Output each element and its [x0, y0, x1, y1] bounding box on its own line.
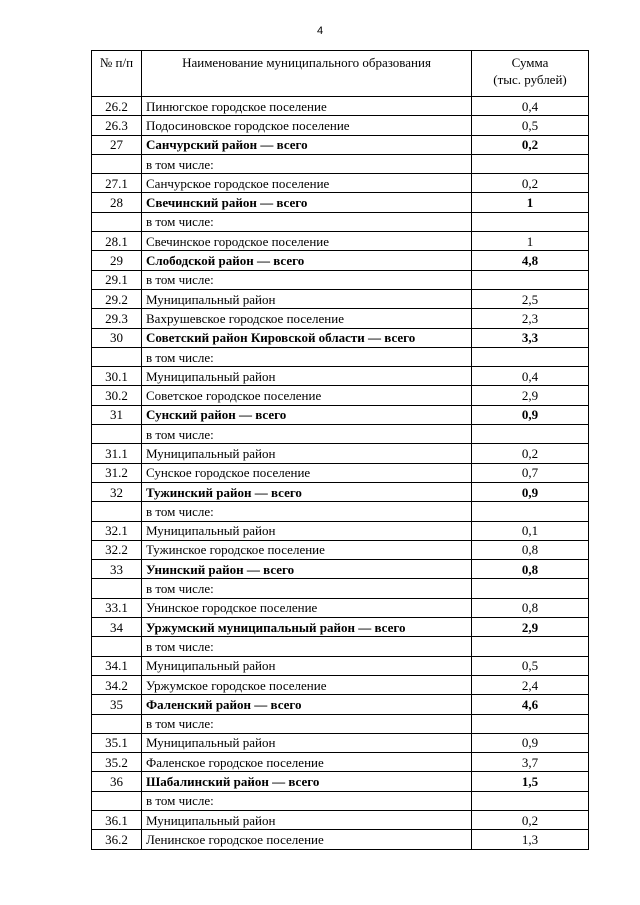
header-sum — [472, 51, 589, 97]
row-name-cell: Сунское городское поселение — [142, 463, 472, 482]
row-number-cell: 34.2 — [92, 675, 142, 694]
table-row — [92, 116, 589, 135]
row-name-cell: Вахрушевское городское поселение — [142, 309, 472, 328]
row-sum-cell: 1,5 — [472, 772, 589, 791]
table-row-total — [92, 560, 589, 579]
row-name-cell: Пинюгское городское поселение — [142, 97, 472, 116]
row-sum-cell: 0,5 — [472, 116, 589, 135]
row-name-cell: в том числе: — [142, 714, 472, 733]
row-name-cell: Санчурское городское поселение — [142, 174, 472, 193]
row-sum-cell: 2,4 — [472, 675, 589, 694]
row-sum-cell: 4,6 — [472, 695, 589, 714]
row-name-cell: Муниципальный район — [142, 810, 472, 829]
row-sum-cell — [472, 212, 589, 231]
row-number-cell: 33 — [92, 560, 142, 579]
row-number-cell: 35.1 — [92, 733, 142, 752]
table-row — [92, 367, 589, 386]
row-name-cell: Советское городское поселение — [142, 386, 472, 405]
table-row — [92, 714, 589, 733]
row-sum-cell: 0,2 — [472, 810, 589, 829]
row-sum-cell — [472, 579, 589, 598]
table-body — [92, 97, 589, 850]
row-number-cell — [92, 637, 142, 656]
row-sum-cell: 0,8 — [472, 598, 589, 617]
row-name-cell: Фаленское городское поселение — [142, 753, 472, 772]
row-sum-cell — [472, 425, 589, 444]
row-number-cell: 29 — [92, 251, 142, 270]
row-sum-cell: 2,3 — [472, 309, 589, 328]
row-name-cell: в том числе: — [142, 502, 472, 521]
row-sum-cell: 0,8 — [472, 540, 589, 559]
row-sum-cell — [472, 502, 589, 521]
row-number-cell: 32 — [92, 482, 142, 501]
row-name-cell: в том числе: — [142, 212, 472, 231]
row-number-cell: 36.2 — [92, 830, 142, 849]
table-row — [92, 232, 589, 251]
row-number-cell: 26.3 — [92, 116, 142, 135]
row-sum-cell: 0,5 — [472, 656, 589, 675]
row-sum-cell: 0,2 — [472, 444, 589, 463]
row-sum-cell: 3,7 — [472, 753, 589, 772]
table-row — [92, 309, 589, 328]
row-name-cell: Муниципальный район — [142, 367, 472, 386]
row-name-cell: Сунский район — всего — [142, 405, 472, 424]
row-sum-cell: 0,9 — [472, 482, 589, 501]
table-row — [92, 579, 589, 598]
row-name-cell: в том числе: — [142, 270, 472, 289]
header-sum-line2: (тыс. рублей) — [493, 72, 567, 87]
row-name-cell: Уржумский муниципальный район — всего — [142, 618, 472, 637]
table-row — [92, 444, 589, 463]
row-sum-cell: 0,9 — [472, 405, 589, 424]
row-name-cell: Фаленский район — всего — [142, 695, 472, 714]
row-number-cell — [92, 425, 142, 444]
row-name-cell: Свечинский район — всего — [142, 193, 472, 212]
row-number-cell: 29.1 — [92, 270, 142, 289]
header-name: Наименование муниципального образования — [142, 51, 472, 97]
row-sum-cell: 1 — [472, 193, 589, 212]
row-name-cell: в том числе: — [142, 579, 472, 598]
table-row — [92, 791, 589, 810]
row-number-cell: 35.2 — [92, 753, 142, 772]
row-name-cell: Унинское городское поселение — [142, 598, 472, 617]
table-row — [92, 753, 589, 772]
row-number-cell: 31.2 — [92, 463, 142, 482]
table-row — [92, 598, 589, 617]
row-name-cell: в том числе: — [142, 791, 472, 810]
allocation-table — [91, 50, 589, 850]
row-sum-cell — [472, 270, 589, 289]
row-number-cell: 28 — [92, 193, 142, 212]
row-sum-cell: 3,3 — [472, 328, 589, 347]
row-number-cell: 30 — [92, 328, 142, 347]
row-sum-cell: 1,3 — [472, 830, 589, 849]
row-sum-cell: 0,4 — [472, 367, 589, 386]
table-row — [92, 540, 589, 559]
table-header — [92, 51, 589, 97]
table-row-total — [92, 618, 589, 637]
row-number-cell: 31.1 — [92, 444, 142, 463]
row-name-cell: Муниципальный район — [142, 521, 472, 540]
table-row — [92, 425, 589, 444]
row-number-cell: 36.1 — [92, 810, 142, 829]
row-sum-cell: 2,9 — [472, 618, 589, 637]
row-number-cell — [92, 154, 142, 173]
row-name-cell: Муниципальный район — [142, 289, 472, 308]
table-row — [92, 656, 589, 675]
table-row — [92, 502, 589, 521]
row-sum-cell: 0,4 — [472, 97, 589, 116]
row-number-cell: 29.3 — [92, 309, 142, 328]
row-sum-cell: 0,7 — [472, 463, 589, 482]
table-row — [92, 675, 589, 694]
row-sum-cell — [472, 714, 589, 733]
row-number-cell: 36 — [92, 772, 142, 791]
table-row — [92, 154, 589, 173]
table-row — [92, 347, 589, 366]
row-sum-cell: 4,8 — [472, 251, 589, 270]
row-name-cell: Муниципальный район — [142, 656, 472, 675]
table-row — [92, 521, 589, 540]
row-name-cell: Подосиновское городское поселение — [142, 116, 472, 135]
row-sum-cell — [472, 637, 589, 656]
row-number-cell: 28.1 — [92, 232, 142, 251]
row-name-cell: Муниципальный район — [142, 733, 472, 752]
row-number-cell: 31 — [92, 405, 142, 424]
table-row — [92, 270, 589, 289]
row-name-cell: Муниципальный район — [142, 444, 472, 463]
row-name-cell: Слободской район — всего — [142, 251, 472, 270]
table-row — [92, 637, 589, 656]
row-sum-cell: 0,9 — [472, 733, 589, 752]
row-number-cell: 35 — [92, 695, 142, 714]
row-name-cell: Ленинское городское поселение — [142, 830, 472, 849]
table-row — [92, 830, 589, 849]
page-number: 4 — [316, 25, 324, 37]
row-name-cell: в том числе: — [142, 637, 472, 656]
row-name-cell: Свечинское городское поселение — [142, 232, 472, 251]
row-name-cell: Советский район Кировской области — всего — [142, 328, 472, 347]
table-row-total — [92, 328, 589, 347]
table-row-total — [92, 251, 589, 270]
row-name-cell: Уржумское городское поселение — [142, 675, 472, 694]
row-name-cell: Тужинское городское поселение — [142, 540, 472, 559]
table-row-total — [92, 405, 589, 424]
table-row — [92, 810, 589, 829]
row-number-cell: 29.2 — [92, 289, 142, 308]
row-number-cell: 30.2 — [92, 386, 142, 405]
header-sum-line1: Сумма — [511, 55, 549, 70]
row-number-cell — [92, 579, 142, 598]
table-row-total — [92, 193, 589, 212]
row-sum-cell: 2,9 — [472, 386, 589, 405]
row-sum-cell — [472, 154, 589, 173]
row-number-cell — [92, 791, 142, 810]
row-name-cell: Шабалинский район — всего — [142, 772, 472, 791]
row-sum-cell: 0,8 — [472, 560, 589, 579]
row-sum-cell: 0,1 — [472, 521, 589, 540]
row-name-cell: в том числе: — [142, 347, 472, 366]
row-name-cell: в том числе: — [142, 154, 472, 173]
row-name-cell: Санчурский район — всего — [142, 135, 472, 154]
row-name-cell: Тужинский район — всего — [142, 482, 472, 501]
table-row — [92, 212, 589, 231]
table-row — [92, 733, 589, 752]
row-sum-cell: 1 — [472, 232, 589, 251]
table-row — [92, 386, 589, 405]
table-row — [92, 463, 589, 482]
row-sum-cell: 0,2 — [472, 135, 589, 154]
table-row — [92, 174, 589, 193]
row-number-cell: 27.1 — [92, 174, 142, 193]
row-number-cell — [92, 502, 142, 521]
row-number-cell — [92, 212, 142, 231]
table-row-total — [92, 482, 589, 501]
row-name-cell: в том числе: — [142, 425, 472, 444]
row-number-cell: 27 — [92, 135, 142, 154]
row-number-cell: 30.1 — [92, 367, 142, 386]
row-sum-cell: 2,5 — [472, 289, 589, 308]
row-sum-cell — [472, 791, 589, 810]
row-name-cell: Унинский район — всего — [142, 560, 472, 579]
header-num: № п/п — [92, 51, 142, 97]
row-number-cell: 34.1 — [92, 656, 142, 675]
row-number-cell: 26.2 — [92, 97, 142, 116]
header-row — [92, 51, 589, 97]
row-number-cell: 34 — [92, 618, 142, 637]
row-number-cell — [92, 714, 142, 733]
row-number-cell: 32.2 — [92, 540, 142, 559]
row-number-cell: 32.1 — [92, 521, 142, 540]
table-row-total — [92, 695, 589, 714]
table-row-total — [92, 772, 589, 791]
row-sum-cell — [472, 347, 589, 366]
table-row — [92, 97, 589, 116]
table-row-total — [92, 135, 589, 154]
row-sum-cell: 0,2 — [472, 174, 589, 193]
table-row — [92, 289, 589, 308]
row-number-cell: 33.1 — [92, 598, 142, 617]
row-number-cell — [92, 347, 142, 366]
